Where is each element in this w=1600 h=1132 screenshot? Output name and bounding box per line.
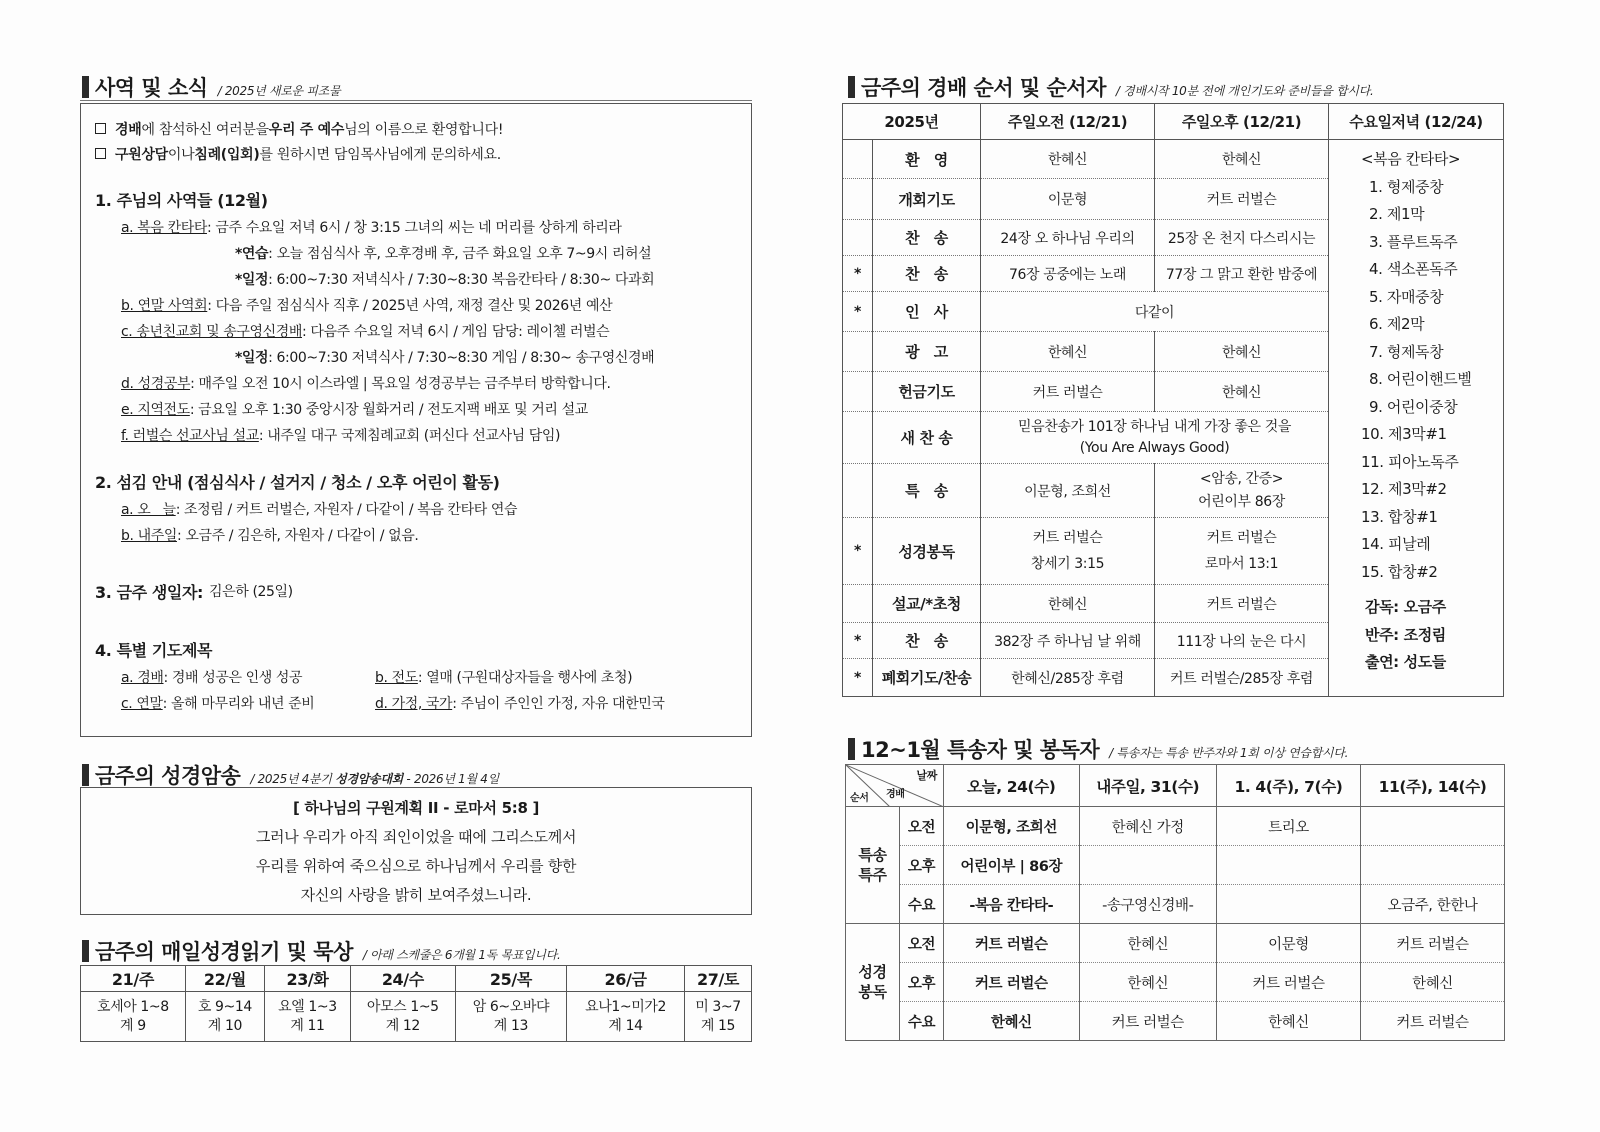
news-item: e. 지역전도 : 금요일 오후 1:30 중앙시장 월화거리 / 전도지팩 배포 및 거리 설교 — [121, 402, 588, 418]
news-item: a. 복음 칸타타 : 금주 수요일 저녁 6시 / 창 3:15 그녀의 씨는 네 머리를 상하게 하리라 — [121, 220, 622, 236]
service-row: * 인 사 다같이 — [843, 292, 1504, 332]
welcome-line: 경배 에 참석하신 여러분을 우리 주 예수 님의 이름으로 환영합니다! — [95, 116, 737, 141]
section-heading: 4. 특별 기도제목 — [95, 640, 213, 660]
memorization-box — [80, 787, 752, 915]
verse-line: 우리를 위하여 죽으심으로 하나님께서 우리를 향한 — [255, 857, 577, 875]
singers-row: 오후 어린이부 | 86장 — [846, 846, 1505, 885]
service-order-table: 2025년 주일오전 (12/21) 주일오후 (12/21) 수요일저녁 (12/24) 환 영 한혜신 한혜신 <복음 칸타타> 1. 형제중창 2. 제1막 3. 플루트독주 4. 색소폰독주 5. 자매중창 6. 제2막 7. 형제독창 8. 어린이핸드벨 9. 어린이중창 10. 제3막#1 11. 피아노독주 12. 제3막#2 13. 합창#1 14. 피날레 15. 합창#2 감독: 오금주 반주: 조정림 출연: 성도들 개회기도 이문형 커트 러벌슨 찬 송 24장 오 하나님 우리의 25장 온 천지 다스리시는 * 찬 송 76장 공중에는 노래 77장 그 맑고 환한 밤중에 * 인 사 다같이 광 고 한혜신 한혜신 헌금기도 커트 러벌슨 한혜신 새 찬 송 믿음찬송가 101장 하나님 내게 가장 좋은 것을 (You Are Always Good) 특 송 이문형, 조희선 <암송, 간증> 어린이부 86장 * 성경봉독 커트 러벌슨 창세기 3:15 커트 러벌슨 로마서 13:1 설교/*초청 한혜신 커트 러벌슨 * 찬 송 382장 주 하나님 날 위해 111장 나의 눈은 다시 * 폐회기도/찬송 한혜신/285장 후렴 커트 러벌슨/285장 후렴 — [842, 103, 1504, 697]
memorization-section-title: 금주의 성경암송 / 2025년 4분기 성경암송대회 - 2026년 1월 4일 — [82, 760, 499, 790]
wednesday-cantata-cell: <복음 칸타타> 1. 형제중창 2. 제1막 3. 플루트독주 4. 색소폰독주 5. 자매중창 6. 제2막 7. 형제독창 8. 어린이핸드벨 9. 어린이중창 10. 제3막#1 11. 피아노독주 12. 제3막#2 13. 합창#1 14. 피날레 15. 합창#2 감독: 오금주 반주: 조정림 출연: 성도들 — [1329, 140, 1504, 697]
divider — [80, 100, 752, 101]
singers-row: 수요 -복음 칸타타- -송구영신경배- 오금주, 한한나 — [846, 885, 1505, 924]
service-row: 찬 송 24장 오 하나님 우리의 25장 온 천지 다스리시는 — [843, 220, 1504, 256]
prayer-row: c. 연말: 올해 마무리와 내년 준비 d. 가정, 국가: 주님이 주인인 가정, 자유 대한민국 — [121, 696, 665, 712]
section-heading: 2. 섬김 안내 (점심식사 / 설거지 / 청소 / 오후 어린이 활동) — [95, 472, 500, 492]
news-note: *연습 : 오늘 점심식사 후, 오후경배 후, 금주 화요일 오후 7~9시 리허설 — [235, 246, 652, 262]
news-note: *일정 : 6:00~7:30 저녁식사 / 7:30~8:30 게임 / 8:30~ 송구영신경배 — [235, 350, 655, 366]
news-section-title: 사역 및 소식 / 2025년 새로운 피조물 — [82, 72, 340, 102]
title-bar-icon — [82, 764, 89, 786]
reading-section-title: 금주의 매일성경읽기 및 묵상 / 아래 스케줄은 6개월 1독 목표입니다. — [82, 936, 560, 966]
singers-row: 수요 한혜신 커트 러벌슨 한혜신 커트 러벌슨 — [846, 1002, 1505, 1041]
checkbox-icon — [95, 148, 106, 159]
prayer-row: a. 경배: 경배 성공은 인생 성공 b. 전도: 열매 (구원대상자들을 행사에 초청) — [121, 670, 633, 686]
service-row: 특 송 이문형, 조희선 <암송, 간증> 어린이부 86장 — [843, 464, 1504, 518]
reading-cell: 요엘 1~3 계 11 — [265, 992, 351, 1042]
title-bar-icon — [848, 738, 855, 760]
singers-row: 오후 커트 러벌슨 한혜신 커트 러벌슨 한혜신 — [846, 963, 1505, 1002]
reading-cell: 암 6~오바댜 계 13 — [455, 992, 566, 1042]
singers-section-title: 12~1월 특송자 및 봉독자 / 특송자는 특송 반주자와 1회 이상 연습합시다. — [848, 734, 1348, 764]
title-bar-icon — [82, 76, 89, 98]
singers-row: 특송 특주 오전 이문형, 조희선 한혜신 가정 트리오 — [846, 807, 1505, 846]
news-note: *일정 : 6:00~7:30 저녁식사 / 7:30~8:30 복음칸타타 / 8:30~ 다과회 — [235, 272, 655, 288]
reading-cell: 요나1~미가2 계 14 — [567, 992, 685, 1042]
service-row: 광 고 한혜신 한혜신 — [843, 332, 1504, 372]
section-heading: 3. 금주 생일자: 김은하 (25일) — [95, 582, 293, 602]
title-bar-icon — [82, 940, 89, 962]
service-row: * 성경봉독 커트 러벌슨 창세기 3:15 커트 러벌슨 로마서 13:1 — [843, 518, 1504, 585]
counsel-line: 구원상담 이나 침례(입회) 를 원하시면 담임목사님에게 문의하세요. — [95, 141, 737, 166]
service-row: 개회기도 이문형 커트 러벌슨 — [843, 179, 1504, 220]
checkbox-icon — [95, 123, 106, 134]
news-item: b. 연말 사역회 : 다음 주일 점심식사 직후 / 2025년 사역, 재정 결산 및 2026년 예산 — [121, 298, 613, 314]
reading-cell: 호세아 1~8 계 9 — [81, 992, 186, 1042]
service-row: * 찬 송 382장 주 하나님 날 위해 111장 나의 눈은 다시 — [843, 623, 1504, 659]
service-row: 설교/*초청 한혜신 커트 러벌슨 — [843, 585, 1504, 623]
service-row: * 찬 송 76장 공중에는 노래 77장 그 맑고 환한 밤중에 — [843, 256, 1504, 292]
reading-cell: 미 3~7 계 15 — [684, 992, 751, 1042]
verse-line: 그러나 우리가 아직 죄인이었을 때에 그리스도께서 — [255, 828, 577, 846]
news-box — [80, 103, 752, 737]
service-row: * 폐회기도/찬송 한혜신/285장 후렴 커트 러벌슨/285장 후렴 — [843, 659, 1504, 697]
singers-row: 성경 봉독 오전 커트 러벌슨 한혜신 이문형 커트 러벌슨 — [846, 924, 1505, 963]
section-heading: 1. 주님의 사역들 (12월) — [95, 190, 268, 210]
reading-table: 21/주 22/월 23/화 24/수 25/목 26/금 27/토 호세아 1~8 계 9 호 9~14 계 10 요엘 1~3 계 11 아모스 1~5 계 12 암 6~오바댜 계 13 요나1~미가2 계 14 미 3~7 계 15 — [80, 965, 752, 1042]
verse-line: 자신의 사랑을 밝히 보여주셨느니라. — [300, 886, 532, 904]
title-bar-icon — [848, 76, 855, 98]
reading-cell: 호 9~14 계 10 — [185, 992, 264, 1042]
news-item: a. 오 늘 : 조정림 / 커트 러벌슨, 자원자 / 다같이 / 복음 칸타타 연습 — [121, 502, 518, 518]
service-section-title: 금주의 경배 순서 및 순서자 / 경배시작 10분 전에 개인기도와 준비들을 합시다. — [848, 72, 1373, 102]
news-item: d. 성경공부 : 매주일 오전 10시 이스라엘 | 목요일 성경공부는 금주부터 방학합니다. — [121, 376, 611, 392]
news-item: b. 내주일 : 오금주 / 김은하, 자원자 / 다같이 / 없음. — [121, 528, 419, 544]
singers-table: 날짜 순서 경배 오늘, 24(수) 내주일, 31(수) 1. 4(주), 7(수) 11(주), 14(수) 특송 특주 오전 이문형, 조희선 한혜신 가정 트리오 오후 어린이부 | 86장 수요 -복음 칸타타- -송구영신경배- 오금주, 한한나 성경 봉독 오전 커트 러벌슨 한혜신 이문형 커트 러벌슨 오후 커트 러벌슨 한혜신 커트 러벌슨 한혜신 수요 한혜신 커트 러벌슨 한혜신 커트 러벌슨 — [845, 764, 1505, 1041]
news-item: f. 러벌슨 선교사님 설교 : 내주일 대구 국제침례교회 (퍼신다 선교사님 담임) — [121, 428, 561, 444]
diagonal-header: 날짜 순서 경배 — [846, 765, 944, 807]
service-row: 헌금기도 커트 러벌슨 한혜신 — [843, 372, 1504, 412]
service-row: 새 찬 송 믿음찬송가 101장 하나님 내게 가장 좋은 것을 (You Are Always Good) — [843, 412, 1504, 464]
service-row: 환 영 한혜신 한혜신 <복음 칸타타> 1. 형제중창 2. 제1막 3. 플루트독주 4. 색소폰독주 5. 자매중창 6. 제2막 7. 형제독창 8. 어린이핸드벨 9. 어린이중창 10. 제3막#1 11. 피아노독주 12. 제3막#2 13. 합창#1 14. 피날레 15. 합창#2 감독: 오금주 반주: 조정림 출연: 성도들 — [843, 140, 1504, 179]
verse-reference: [ 하나님의 구원계획 II - 로마서 5:8 ] — [292, 799, 540, 817]
reading-cell: 아모스 1~5 계 12 — [350, 992, 455, 1042]
news-item: c. 송년친교회 및 송구영신경배 : 다음주 수요일 저녁 6시 / 게임 담당: 레이첼 러벌슨 — [121, 324, 610, 340]
